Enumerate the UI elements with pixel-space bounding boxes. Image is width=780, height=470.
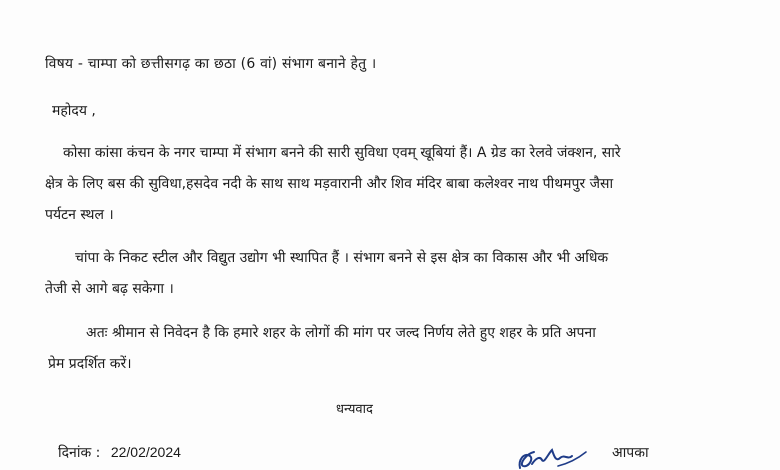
paragraph-2-line-1: चांपा के निकट स्टील और विद्युत उद्योग भी स्थापित हैं । संभाग बनने से इस क्षेत्र का विकास और भी अधिक: [75, 250, 609, 266]
signature-stroke-1: [520, 452, 534, 468]
paragraph-1: [45, 138, 770, 231]
letter-salutation: महोदय ,: [52, 103, 96, 119]
paragraph-1-line-2: क्षेत्र के लिए बस की सुविधा,हसदेव नदी के साथ साथ मड़वारानी और शिव मंदिर बाबा कलेश्वर नाथ पीथमपुर जैसा: [45, 176, 614, 192]
signature-stroke-3: [558, 452, 586, 466]
signature-stroke-2: [532, 450, 572, 464]
paragraph-3-line-2: प्रेम प्रदर्शित करें।: [48, 356, 132, 372]
paragraph-2-line-2: तेजी से आगे बढ़ सकेगा ।: [45, 281, 174, 297]
paragraph-3-line-1: अतः श्रीमान से निवेदन है कि हमारे शहर के लोगों की मांग पर जल्द निर्णय लेते हुए शहर के प्रति अपना: [86, 325, 596, 341]
paragraph-1-line-3: पर्यटन स्थल ।: [45, 207, 114, 223]
date-label: दिनांक :: [58, 445, 101, 461]
paragraph-1-line-1: कोसा कांसा कंचन के नगर चाम्पा में संभाग बनने की सारी सुविधा एवम् खूबियां हैं। A ग्रेड का रेलवे जंक्शन, सारे: [63, 145, 621, 161]
date-value: 22/02/2024: [110, 444, 181, 460]
closing-text: आपका: [612, 445, 649, 461]
paragraph-3: [48, 318, 768, 380]
paragraph-2: [45, 243, 770, 305]
letter-subject: विषय - चाम्पा को छत्तीसगढ़ का छठा (6 वां) संभाग बनाने हेतु ।: [45, 56, 377, 72]
date-row: [58, 443, 181, 462]
handwritten-signature: [514, 438, 594, 470]
thanks-text: धन्यवाद: [336, 402, 373, 417]
